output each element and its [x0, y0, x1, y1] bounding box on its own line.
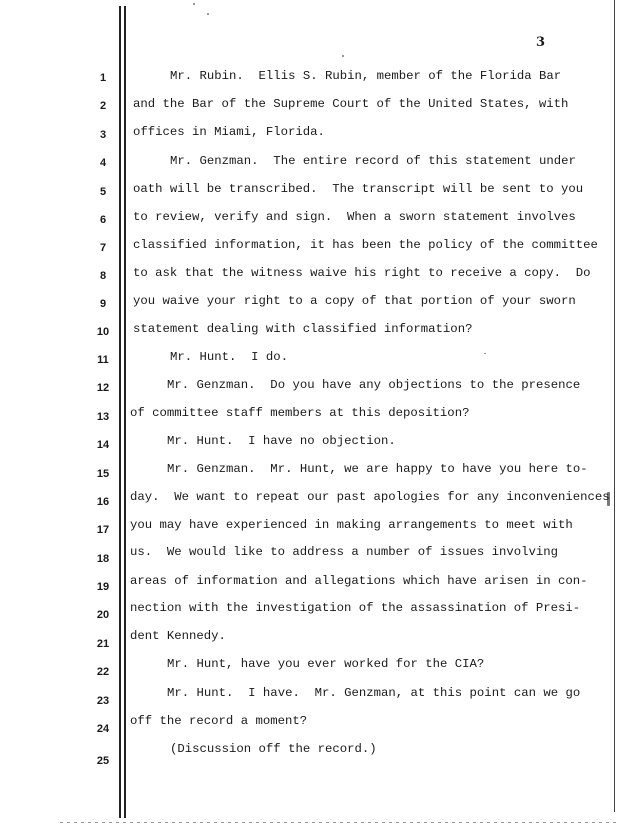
line-number: 19 [96, 581, 110, 593]
line-number: 7 [99, 242, 107, 254]
line-number: 3 [99, 129, 107, 141]
line-number: 13 [96, 411, 110, 423]
line-number: 6 [99, 214, 107, 226]
transcript-line-text: you waive your right to a copy of that portion of your sworn [133, 294, 576, 308]
line-number: 14 [96, 439, 110, 451]
transcript-line-text: day. We want to repeat our past apologies for any inconveniences [130, 490, 610, 504]
line-number: 18 [96, 553, 110, 565]
right-margin-rule [614, 0, 615, 812]
scan-speck [484, 353, 486, 354]
transcript-line-text: of committee staff members at this deposition? [130, 406, 470, 420]
left-margin-rule-inner [124, 6, 126, 818]
scan-speck [193, 3, 195, 5]
transcript-line-text: Mr. Hunt, have you ever worked for the CIA? [167, 657, 485, 671]
line-number: 2 [99, 100, 107, 112]
line-number: 1 [99, 72, 107, 84]
transcript-line-text: to ask that the witness waive his right to receive a copy. Do [133, 266, 591, 280]
transcript-line-text: classified information, it has been the policy of the committee [133, 238, 598, 252]
transcript-line-text: areas of information and allegations which have arisen in con- [130, 574, 588, 588]
transcript-line-text: off the record a moment? [130, 714, 308, 728]
transcript-line-text: us. We would like to address a number of issues involving [130, 545, 559, 559]
transcript-line-text: oath will be transcribed. The transcript will be sent to you [133, 182, 584, 196]
scan-speck [207, 13, 209, 15]
transcript-line-text: Mr. Genzman. Mr. Hunt, we are happy to have you here to- [167, 462, 588, 476]
line-number: 5 [99, 186, 107, 198]
line-number: 25 [96, 755, 110, 767]
transcript-line-text: dent Kennedy. [130, 629, 226, 643]
line-number: 4 [99, 157, 107, 169]
page-number: 3 [536, 35, 546, 50]
transcript-line-text: offices in Miami, Florida. [133, 125, 325, 139]
transcript-line-text: to review, verify and sign. When a sworn statement involves [133, 210, 576, 224]
scan-speck [342, 55, 344, 57]
line-number: 17 [96, 524, 110, 536]
line-number: 20 [96, 609, 110, 621]
line-number: 12 [96, 382, 110, 394]
line-number: 9 [99, 298, 107, 310]
left-margin-rule [119, 6, 121, 818]
transcript-line-text: Mr. Genzman. Do you have any objections to the presence [167, 378, 581, 392]
transcript-line-text: nection with the investigation of the assassination of Presi- [130, 601, 581, 615]
transcript-line-text: Mr. Hunt. I do. [170, 350, 289, 364]
transcript-line-text: Mr. Hunt. I have no objection. [167, 434, 396, 448]
transcript-line-text: statement dealing with classified information? [133, 322, 473, 336]
transcript-line-text: you may have experienced in making arrangements to meet with [130, 518, 573, 532]
line-number: 11 [97, 354, 109, 366]
line-number: 8 [99, 270, 107, 282]
line-number: 16 [96, 496, 110, 508]
line-number: 24 [96, 723, 110, 735]
line-number: 21 [96, 638, 110, 650]
line-number: 23 [96, 695, 110, 707]
line-number: 22 [96, 666, 110, 678]
transcript-line-text: Mr. Genzman. The entire record of this statement under [170, 154, 576, 168]
line-number: 10 [96, 326, 110, 338]
line-number: 15 [96, 468, 110, 480]
transcript-line-text: Mr. Rubin. Ellis S. Rubin, member of the Florida Bar [170, 69, 562, 83]
page-bottom-edge [60, 822, 620, 823]
transcript-line-text: and the Bar of the Supreme Court of the United States, with [133, 97, 569, 111]
transcript-line-text: Mr. Hunt. I have. Mr. Genzman, at this point can we go [167, 686, 581, 700]
transcript-line-text: (Discussion off the record.) [170, 742, 377, 756]
